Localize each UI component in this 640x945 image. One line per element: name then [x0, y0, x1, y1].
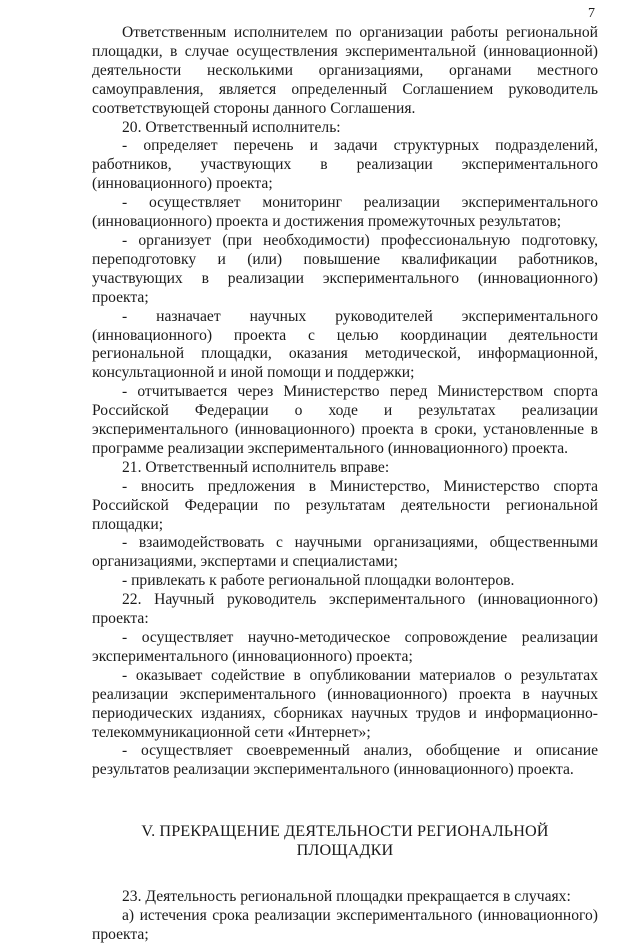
- paragraph: - отчитывается через Министерство перед Министерством спорта Российской Федерации о ходе и результатах реализации экспериментального (инновационного) проекта в сроки, установленные в программе реализации экспериментального (инновационного) проекта.: [92, 383, 598, 457]
- paragraph: - привлекать к работе региональной площадки волонтеров.: [122, 572, 515, 590]
- paragraph: - осуществляет научно-методическое сопровождение реализации экспериментального (инновационного) проекта;: [92, 629, 598, 665]
- paragraph: - осуществляет мониторинг реализации экспериментального (инновационного) проекта и достижения промежуточных результатов;: [92, 194, 598, 231]
- paragraph: а) истечения срока реализации экспериментального (инновационного) проекта;: [92, 906, 598, 943]
- paragraph: 20. Ответственный исполнитель:: [122, 118, 341, 136]
- section-heading: V. ПРЕКРАЩЕНИЕ ДЕЯТЕЛЬНОСТИ РЕГИОНАЛЬНОЙ ПЛОЩАДКИ: [141, 822, 549, 860]
- paragraph: 23. Деятельность региональной площадки прекращается в случаях:: [122, 888, 571, 906]
- paragraph: Ответственным исполнителем по организации работы региональной площадки, в случае осуществления экспериментальной (инновационной) деятельности несколькими организациями, органами местного самоуправления, является определенный Соглашением руководитель соответствующей стороны данного Соглашения.: [92, 24, 598, 117]
- paragraph: - осуществляет своевременный анализ, обобщение и описание результатов реализации экспериментального (инновационного) проекта.: [92, 742, 598, 779]
- body-text: [92, 24, 598, 945]
- paragraph: - взаимодействовать с научными организациями, общественными организациями, экспертами и специалистами;: [92, 534, 598, 571]
- paragraph: - вносить предложения в Министерство, Министерство спорта Российской Федерации по результатам деятельности региональной площадки;: [92, 477, 598, 533]
- paragraph: - определяет перечень и задачи структурных подразделений, работников, участвующих в реализации экспериментального (инновационного) проекта;: [92, 137, 598, 193]
- paragraph: - организует (при необходимости) профессиональную подготовку, переподготовку и (или) повышение квалификации работников, участвующих в реализации экспериментального (инновационного) проекта;: [92, 231, 598, 306]
- paragraph: - оказывает содействие в опубликовании материалов о результатах реализации экспериментального (инновационного) проекта в научных периодических изданиях, сборниках научных трудов и информационно-телекоммуникационной сети «Интернет»;: [92, 666, 598, 741]
- page-number: 7: [588, 6, 595, 21]
- paragraph: 22. Научный руководитель экспериментального (инновационного) проекта:: [92, 591, 598, 628]
- paragraph: 21. Ответственный исполнитель вправе:: [122, 458, 390, 476]
- paragraph: - назначает научных руководителей экспериментального (инновационного) проекта с целью координации деятельности региональной площадки, оказания методической, информационной, консультационной и иной помощи и поддержки;: [92, 307, 598, 382]
